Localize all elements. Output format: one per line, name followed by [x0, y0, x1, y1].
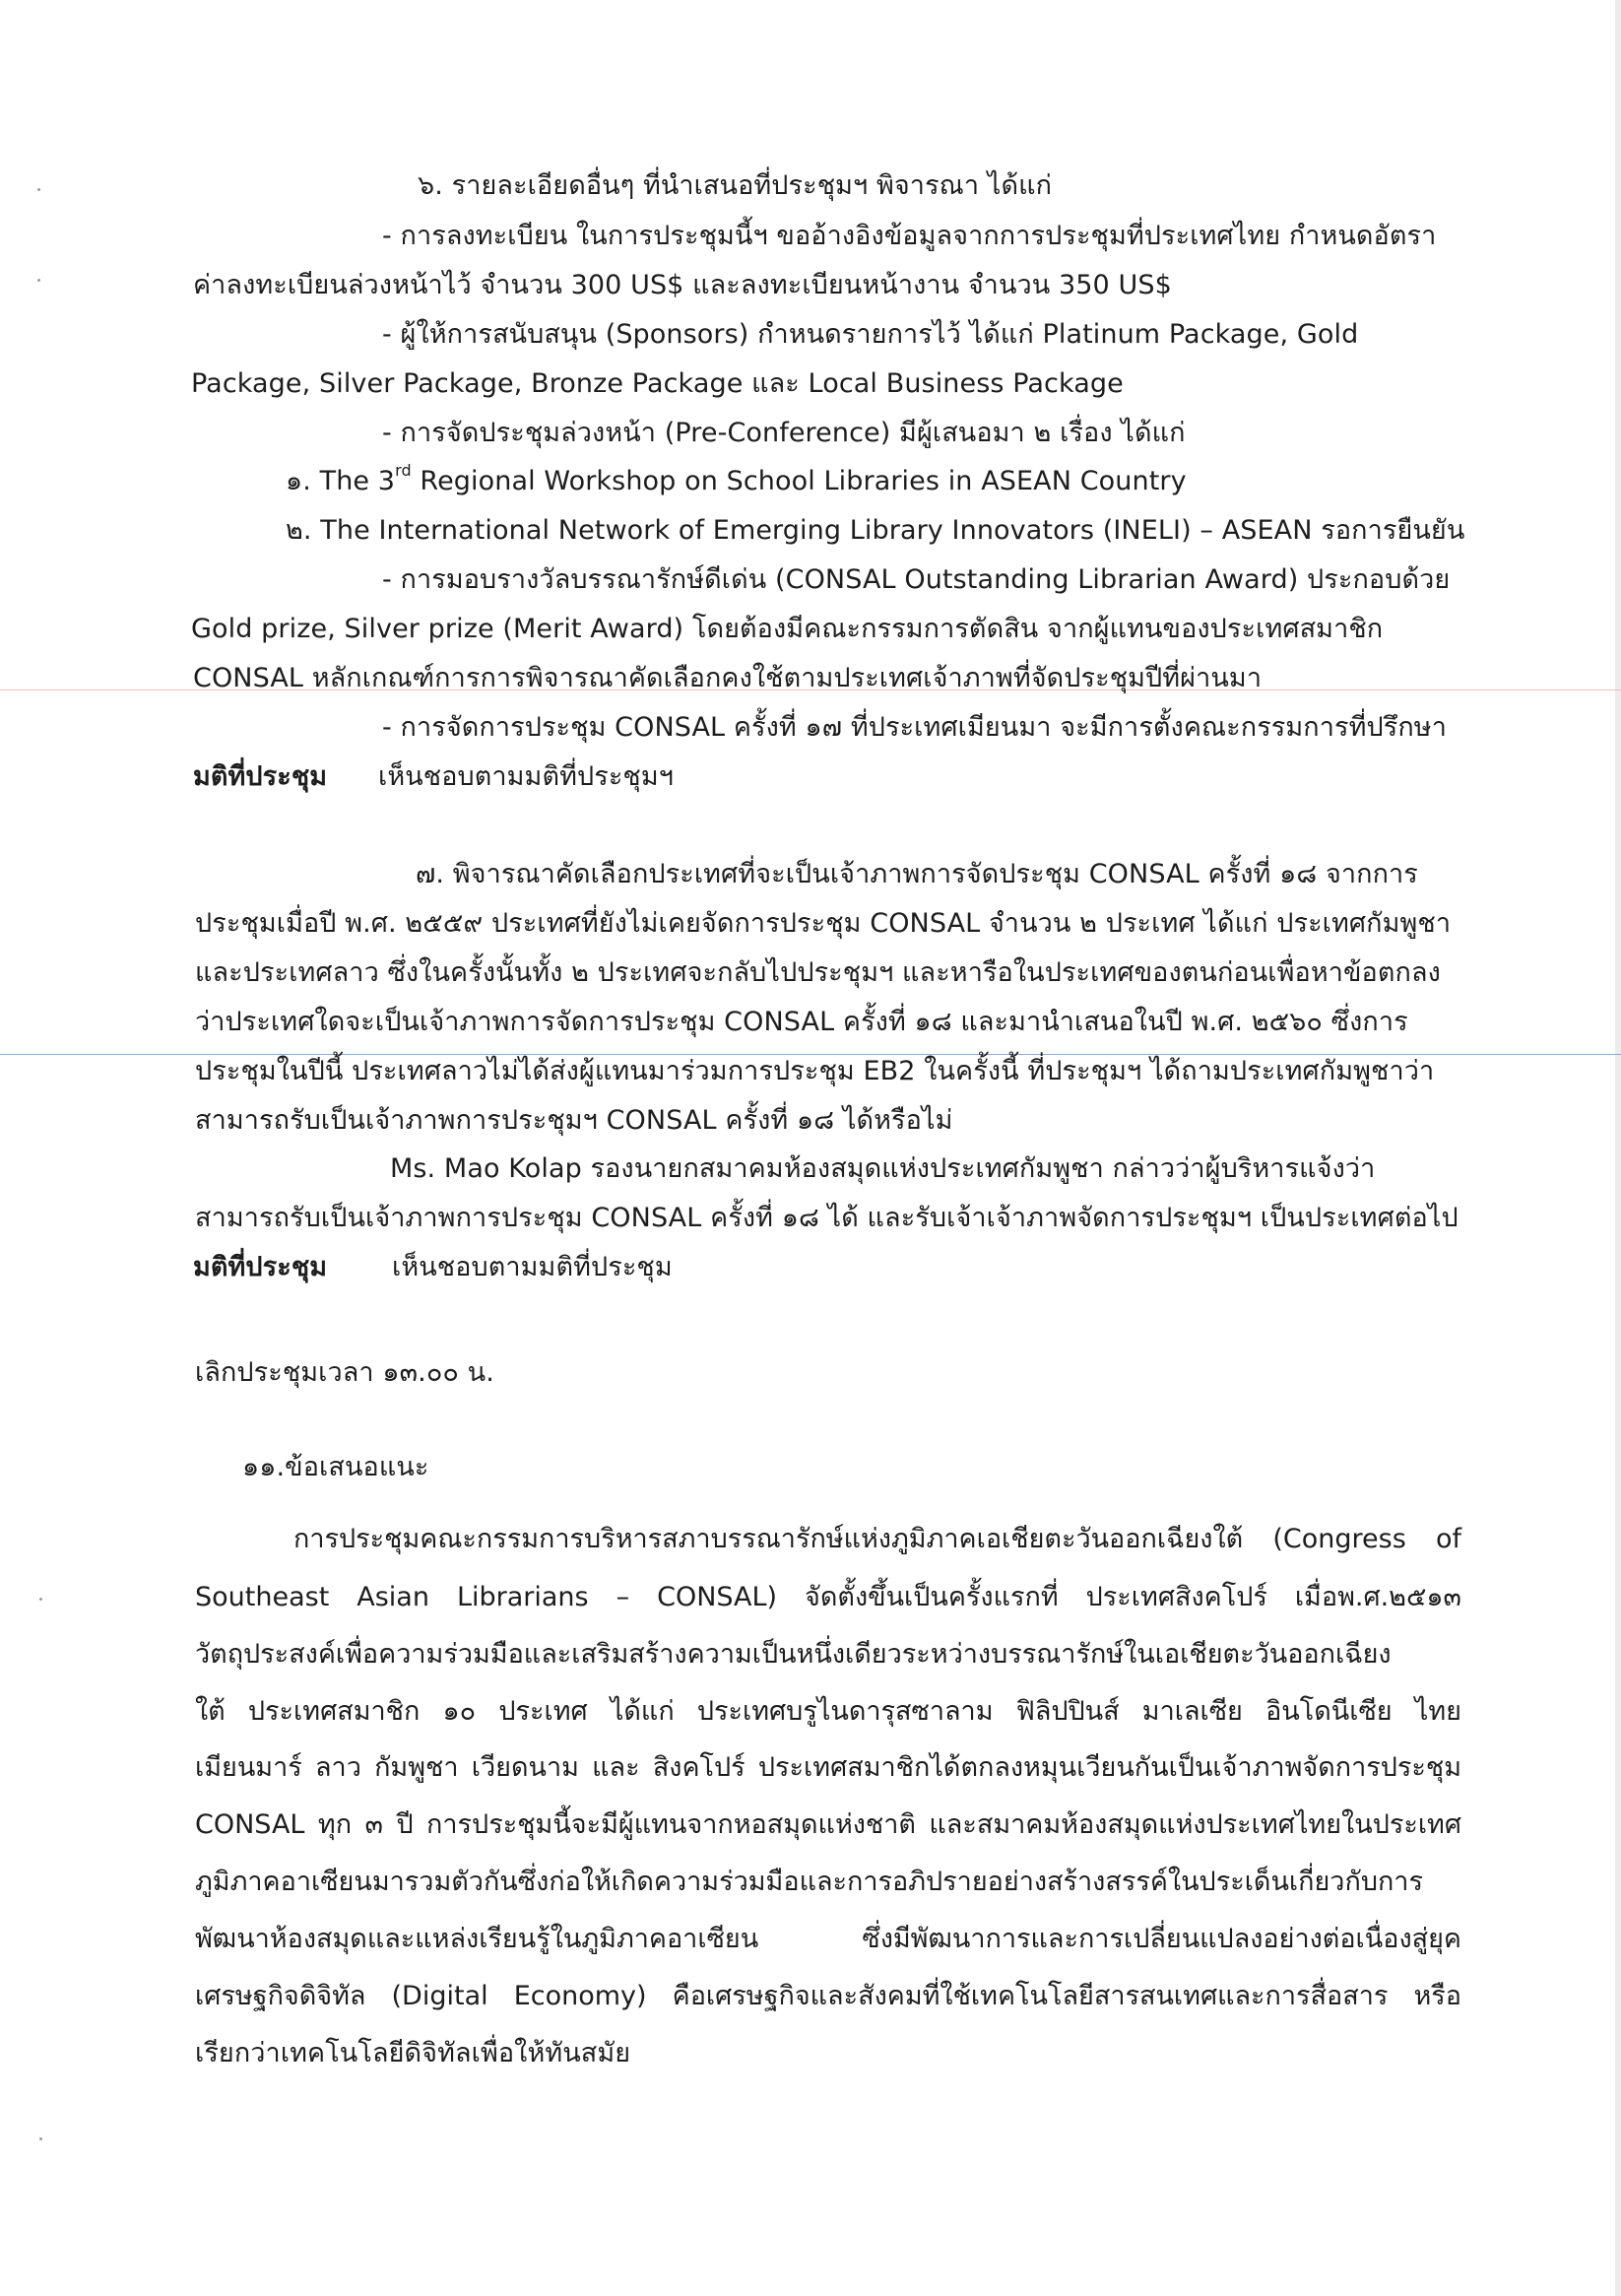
section-7-line-7: Ms. Mao Kolap รองนายกสมาคมห้องสมุดแห่งประเทศกัมพูชา กล่าวว่าผู้บริหารแจ้งว่า: [390, 1153, 1376, 1184]
resolution-text: เห็นชอบตามมติที่ประชุม: [392, 1252, 673, 1282]
sponsors-line-2: Package, Silver Package, Bronze Package และ Local Business Package: [191, 368, 1124, 399]
award-line-2: Gold prize, Silver prize (Merit Award) โดยต้องมีคณะกรรมการตัดสิน จากผู้แทนของประเทศสมาชิก: [191, 614, 1384, 644]
award-line-1: - การมอบรางวัลบรรณารักษ์ดีเด่น (CONSAL Outstanding Librarian Award) ประกอบด้วย: [382, 564, 1451, 595]
section-11-line: เมียนมาร์ ลาว กัมพูชา เวียดนาม และ สิงคโปร์ ประเทศสมาชิกได้ตกลงหมุนเวียนกันเป็นเจ้าภาพจัดการประชุม: [195, 1752, 1461, 1783]
section-11-line: CONSAL ทุก ๓ ปี การประชุมนี้จะมีผู้แทนจากหอสมุดแห่งชาติ และสมาคมห้องสมุดแห่งประเทศไทยในประเทศ: [195, 1809, 1461, 1840]
meeting-closing-time: เลิกประชุมเวลา ๑๓.๐๐ น.: [195, 1357, 494, 1388]
section-7-line-8: สามารถรับเป็นเจ้าภาพการประชุม CONSAL ครั้งที่ ๑๘ ได้ และรับเจ้าเจ้าภาพจัดการประชุมฯ เป็นประเทศต่อไป: [195, 1203, 1459, 1233]
item-1-prefix: ๑. The 3: [286, 466, 396, 496]
section-7-line-4: ว่าประเทศใดจะเป็นเจ้าภาพการจัดการประชุม CONSAL ครั้งที่ ๑๘ และมานำเสนอในปี พ.ศ. ๒๕๖๐ ซึ่งการ: [195, 1007, 1408, 1037]
resolution-label: มติที่ประชุม: [193, 761, 328, 792]
scan-page-edge: [1615, 0, 1621, 2296]
section-11-line: เรียกว่าเทคโนโลยีดิจิทัลเพื่อให้ทันสมัย: [195, 2038, 631, 2068]
consal17-line: - การจัดการประชุม CONSAL ครั้งที่ ๑๗ ที่ประเทศเมียนมา จะมีการตั้งคณะกรรมการที่ปรึกษา: [382, 712, 1447, 743]
section-11-heading: ๑๑.ข้อเสนอแนะ: [242, 1452, 429, 1482]
scan-dot: [39, 1598, 42, 1601]
award-line-3: CONSAL หลักเกณฑ์การการพิจารณาคัดเลือกคงใช้ตามประเทศเจ้าภาพที่จัดประชุมปีที่ผ่านมา: [193, 663, 1263, 693]
scan-dot: [39, 2137, 42, 2140]
section-7-line-1: ๗. พิจารณาคัดเลือกประเทศที่จะเป็นเจ้าภาพการจัดประชุม CONSAL ครั้งที่ ๑๘ จากการ: [416, 859, 1418, 889]
section-11-line: Southeast Asian Librarians – CONSAL) จัดตั้งขึ้นเป็นครั้งแรกที่ ประเทศสิงคโปร์ เมื่อพ.ศ.๒๕๑๓: [195, 1582, 1461, 1612]
section-11-line: การประชุมคณะกรรมการบริหารสภาบรรณารักษ์แห่งภูมิภาคเอเชียตะวันออกเฉียงใต้ (Congress of: [293, 1524, 1461, 1554]
section-11-line: ภูมิภาคอาเซียนมารวมตัวกันซึ่งก่อให้เกิดความร่วมมือและการอภิปรายอย่างสร้างสรรค์ในประเด็นเกี่ยวกับการ: [195, 1867, 1423, 1897]
preconference-item-1: [286, 461, 1187, 499]
section-7-line-2: ประชุมเมื่อปี พ.ศ. ๒๕๕๙ ประเทศที่ยังไม่เคยจัดการประชุม CONSAL จำนวน ๒ ประเทศ ได้แก่ ประเทศกัมพูชา: [195, 908, 1452, 939]
section-11-line: วัตถุประสงค์เพื่อความร่วมมือและเสริมสร้างความเป็นหนึ่งเดียวระหว่างบรรณารักษ์ในเอเชียตะวันออกเฉียง: [195, 1639, 1392, 1670]
section-7-line-5: ประชุมในปีนี้ ประเทศลาวไม่ได้ส่งผู้แทนมาร่วมการประชุม EB2 ในครั้งนี้ ที่ประชุมฯ ได้ถามประเทศกัมพูชาว่า: [195, 1056, 1435, 1086]
resolution-label: มติที่ประชุม: [193, 1252, 328, 1282]
item-1-suffix: Regional Workshop on School Libraries in ASEAN Country: [411, 466, 1187, 496]
section-11-line: พัฒนาห้องสมุดและแหล่งเรียนรู้ในภูมิภาคอาเซียน ซึ่งมีพัฒนาการและการเปลี่ยนแปลงอย่างต่อเนื่องสู่ยุค: [195, 1924, 1461, 1954]
scan-dot: [37, 188, 40, 191]
resolution-text: เห็นชอบตามมติที่ประชุมฯ: [378, 761, 675, 792]
section-6-heading: ๖. รายละเอียดอื่นๆ ที่นำเสนอที่ประชุมฯ พิจารณา ได้แก่: [418, 170, 1053, 201]
registration-line-1: - การลงทะเบียน ในการประชุมนี้ฯ ขออ้างอิงข้อมูลจากการประชุมที่ประเทศไทย กำหนดอัตรา: [382, 221, 1437, 251]
sponsors-line-1: - ผู้ให้การสนับสนุน (Sponsors) กำหนดรายการไว้ ได้แก่ Platinum Package, Gold: [382, 319, 1359, 350]
preconference-item-2: ๒. The International Network of Emerging Library Innovators (INELI) – ASEAN รอการยืนยัน: [286, 515, 1465, 546]
section-11-line: ใต้ ประเทศสมาชิก ๑๐ ประเทศ ได้แก่ ประเทศบรูไนดารุสซาลาม ฟิลิปปินส์ มาเลเซีย อินโดนีเซีย ไทย: [195, 1696, 1461, 1727]
scan-dot: [37, 279, 40, 282]
preconference-line: - การจัดประชุมล่วงหน้า (Pre-Conference) มีผู้เสนอมา ๒ เรื่อง ได้แก่: [382, 418, 1186, 448]
item-1-superscript: rd: [395, 461, 412, 480]
section-11-line: เศรษฐกิจดิจิทัล (Digital Economy) คือเศรษฐกิจและสังคมที่ใช้เทคโนโลยีสารสนเทศและการสื่อสาร หรือ: [195, 1981, 1461, 2011]
section-7-line-6: สามารถรับเป็นเจ้าภาพการประชุมฯ CONSAL ครั้งที่ ๑๘ ได้หรือไม่: [195, 1105, 953, 1136]
registration-line-2: ค่าลงทะเบียนล่วงหน้าไว้ จำนวน 300 US$ และลงทะเบียนหน้างาน จำนวน 350 US$: [193, 270, 1172, 300]
section-7-line-3: และประเทศลาว ซึ่งในครั้งนั้นทั้ง ๒ ประเทศจะกลับไปประชุมฯ และหารือในประเทศของตนก่อนเพื่อหาข้อตกลง: [195, 957, 1441, 988]
